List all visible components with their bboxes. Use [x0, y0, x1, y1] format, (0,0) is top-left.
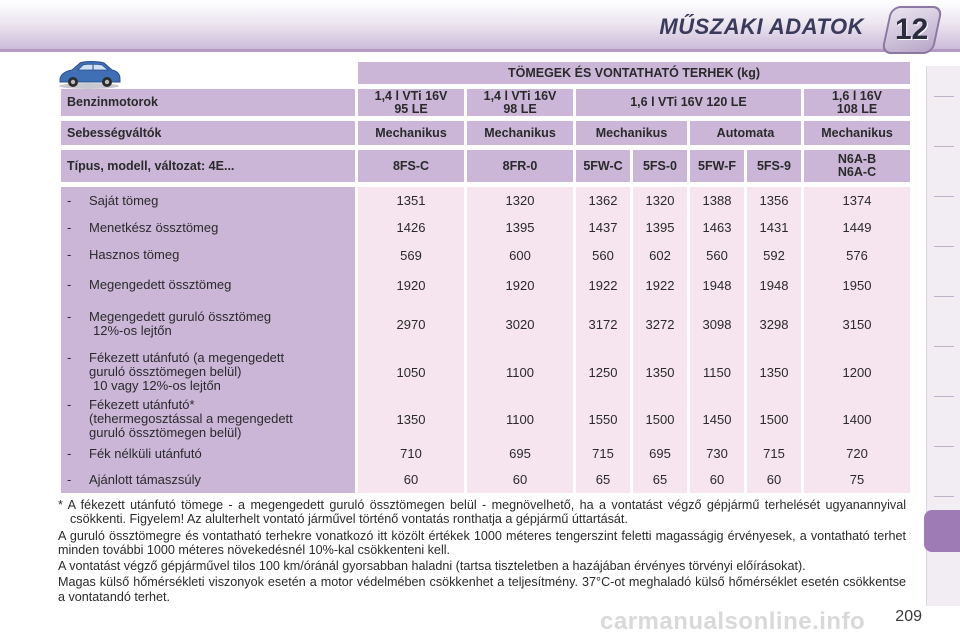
type-header: 5FW-C: [576, 150, 630, 182]
page-number: 209: [895, 608, 922, 625]
note-paragraph: A vontatást végző gépjárművel tilos 100 km/óránál gyorsabban haladni (tartsa tiszteletben a hazájában érvényes törvényi előírásokat).: [58, 559, 806, 574]
side-tick: [934, 196, 954, 197]
table-cell: 3172: [576, 301, 630, 347]
table-cell: 3098: [690, 301, 744, 347]
table-cell: 1350: [633, 347, 687, 397]
row-label: Fékezett utánfutó*: [89, 397, 195, 412]
table-cell: 1450: [690, 397, 744, 441]
table-cell: 1395: [467, 214, 573, 241]
table-title: TÖMEGEK ÉS VONTATHATÓ TERHEK (kg): [358, 62, 910, 84]
gearbox-header: Mechanikus: [576, 121, 687, 145]
table-cell: 1356: [747, 187, 801, 214]
table-cell: 1500: [747, 397, 801, 441]
engine-row: [61, 89, 910, 116]
table-cell: 1350: [747, 347, 801, 397]
table-cell: 1388: [690, 187, 744, 214]
table-row: - Megengedett össztömeg 1920 1920 1922 1922 1948 1948 1950: [61, 269, 910, 301]
table-row: - Saját tömeg 1351 1320 1362 1320 1388 1356 1374: [61, 187, 910, 214]
table-cell: 560: [576, 241, 630, 269]
footnote: * A fékezett utánfutó tömege - a megengedett guruló össztömegen belül - megnövelhető, ha a vontatást végző gépjármű terhelését ugyanannyival csökkenti. Figyelem! Az alulterhelt vontató járművel történő vontatás ronthatja a gépjármű úttartását.: [58, 498, 906, 527]
side-tick: [934, 346, 954, 347]
table-cell: 1050: [358, 347, 464, 397]
table-cell: 1431: [747, 214, 801, 241]
table-cell: 1362: [576, 187, 630, 214]
page-title: MŰSZAKI ADATOK: [659, 14, 864, 39]
table-cell: 600: [467, 241, 573, 269]
table-cell: 1374: [804, 187, 910, 214]
table-cell: 1948: [747, 269, 801, 301]
table-row: - Fékezett utánfutó* (tehermegosztással a megengedett guruló össztömegen belül) 1350 1100 1550 1500 1450 1500 1400: [61, 397, 910, 441]
engine-label: Benzinmotorok: [61, 89, 355, 116]
table-cell: 1550: [576, 397, 630, 441]
type-header: 8FR-0: [467, 150, 573, 182]
car-icon: [56, 58, 122, 90]
table-cell: 60: [467, 466, 573, 493]
side-tick: [934, 396, 954, 397]
table-cell: 592: [747, 241, 801, 269]
table-cell: 1922: [633, 269, 687, 301]
table-cell: 730: [690, 441, 744, 466]
table-cell: 1922: [576, 269, 630, 301]
table-cell: 3298: [747, 301, 801, 347]
gearbox-header: Mechanikus: [358, 121, 464, 145]
type-header: 5FS-9: [747, 150, 801, 182]
watermark: carmanualsonline.info: [600, 608, 866, 635]
table-row: - Megengedett guruló össztömeg 12%-os lejtőn 2970 3020 3172 3272 3098 3298 3150: [61, 301, 910, 347]
table-cell: 560: [690, 241, 744, 269]
table-cell: 1320: [633, 187, 687, 214]
table-cell: 1400: [804, 397, 910, 441]
row-label: Menetkész össztömeg: [89, 219, 219, 235]
table-cell: 1320: [467, 187, 573, 214]
row-label: Saját tömeg: [89, 192, 159, 208]
table-cell: 75: [804, 466, 910, 493]
engine-header: 1,6 l VTi 16V 120 LE: [576, 89, 801, 116]
table-cell: 715: [747, 441, 801, 466]
side-tick: [934, 146, 954, 147]
table-cell: 1351: [358, 187, 464, 214]
side-tick: [934, 296, 954, 297]
row-label: Megengedett össztömeg: [89, 277, 232, 292]
table-cell: 695: [467, 441, 573, 466]
table-cell: 3272: [633, 301, 687, 347]
gearbox-header: Mechanikus: [804, 121, 910, 145]
row-label-cont: (tehermegosztással a megengedett: [89, 411, 293, 426]
gearbox-header: Mechanikus: [467, 121, 573, 145]
type-header: N6A-B N6A-C: [804, 150, 910, 182]
weights-table: [58, 62, 913, 493]
gearbox-header: Automata: [690, 121, 801, 145]
type-label: Típus, modell, változat: 4E...: [61, 150, 355, 182]
table-cell: 1395: [633, 214, 687, 241]
side-tick: [934, 496, 954, 497]
gearbox-label: Sebességváltók: [61, 121, 355, 145]
table-cell: 1350: [358, 397, 464, 441]
row-label-cont: guruló össztömegen belül): [89, 425, 242, 440]
chapter-badge: [881, 6, 943, 54]
table-cell: 1920: [467, 269, 573, 301]
notes-section: [58, 498, 906, 606]
table-cell: 1250: [576, 347, 630, 397]
table-cell: 695: [633, 441, 687, 466]
table-cell: 710: [358, 441, 464, 466]
type-header: 8FS-C: [358, 150, 464, 182]
row-label: Fékezett utánfutó (a megengedett: [89, 350, 285, 365]
row-label-cont: guruló össztömegen belül): [89, 364, 242, 379]
row-label: Hasznos tömeg: [89, 247, 180, 262]
type-header: 5FW-F: [690, 150, 744, 182]
row-label: Fék nélküli utánfutó: [89, 445, 202, 461]
table-cell: 65: [576, 466, 630, 493]
row-label: Ajánlott támaszsúly: [89, 471, 201, 487]
table-cell: 576: [804, 241, 910, 269]
table-cell: 3020: [467, 301, 573, 347]
table-cell: 1426: [358, 214, 464, 241]
side-tab-active[interactable]: [924, 510, 960, 552]
table-row: - Menetkész össztömeg 1426 1395 1437 1395 1463 1431 1449: [61, 214, 910, 241]
side-tick: [934, 246, 954, 247]
table-cell: 3150: [804, 301, 910, 347]
row-sublabel: 12%-os lejtőn: [93, 323, 172, 338]
table-cell: 1449: [804, 214, 910, 241]
side-tick: [934, 96, 954, 97]
table-cell: 1463: [690, 214, 744, 241]
chapter-number: 12: [895, 13, 929, 46]
table-cell: 1100: [467, 347, 573, 397]
table-cell: 1100: [467, 397, 573, 441]
table-cell: 2970: [358, 301, 464, 347]
table-cell: 1500: [633, 397, 687, 441]
table-cell: 60: [747, 466, 801, 493]
table-cell: 1200: [804, 347, 910, 397]
note-paragraph: A guruló össztömegre és vontatható terhekre vonatkozó itt közölt értékek 1000 méteres tengerszint feletti magasságig érvényesek, a vontatható terhet minden további 1000 méteres növekedésnél 10%-kal csökkenteni kell.: [58, 528, 906, 557]
engine-header: 1,6 l 16V 108 LE: [804, 89, 910, 116]
table-cell: 602: [633, 241, 687, 269]
table-row: - Ajánlott támaszsúly 60 60 65 65 60 60 75: [61, 466, 910, 493]
table-cell: 720: [804, 441, 910, 466]
table-cell: 65: [633, 466, 687, 493]
engine-header: 1,4 l VTi 16V 95 LE: [358, 89, 464, 116]
table-cell: 1948: [690, 269, 744, 301]
type-row: [61, 150, 910, 182]
table-cell: 1920: [358, 269, 464, 301]
type-header: 5FS-0: [633, 150, 687, 182]
table-cell: 1150: [690, 347, 744, 397]
table-row: - Fék nélküli utánfutó 710 695 715 695 730 715 720: [61, 441, 910, 466]
table-cell: 60: [690, 466, 744, 493]
row-sublabel: 10 vagy 12%-os lejtőn: [93, 378, 221, 393]
table-cell: 569: [358, 241, 464, 269]
table-row: - Fékezett utánfutó (a megengedett guruló össztömegen belül) 10 vagy 12%-os lejtőn 1050 1100 1250 1350 1150 1350 1200: [61, 347, 910, 397]
table-cell: 1437: [576, 214, 630, 241]
table-row: - Hasznos tömeg 569 600 560 602 560 592 576: [61, 241, 910, 269]
row-label: Megengedett guruló össztömeg: [89, 309, 272, 324]
note-paragraph: Magas külső hőmérsékleti viszonyok esetén a motor védelmében csökkenhet a teljesítmény. 37°C-ot meghaladó külső hőmérséklet esetén csökkentse a vontatandó terhet.: [58, 575, 906, 604]
side-tick: [934, 446, 954, 447]
gearbox-row: [61, 121, 910, 145]
engine-header: 1,4 l VTi 16V 98 LE: [467, 89, 573, 116]
table-cell: 1950: [804, 269, 910, 301]
table-cell: 715: [576, 441, 630, 466]
table-cell: 60: [358, 466, 464, 493]
